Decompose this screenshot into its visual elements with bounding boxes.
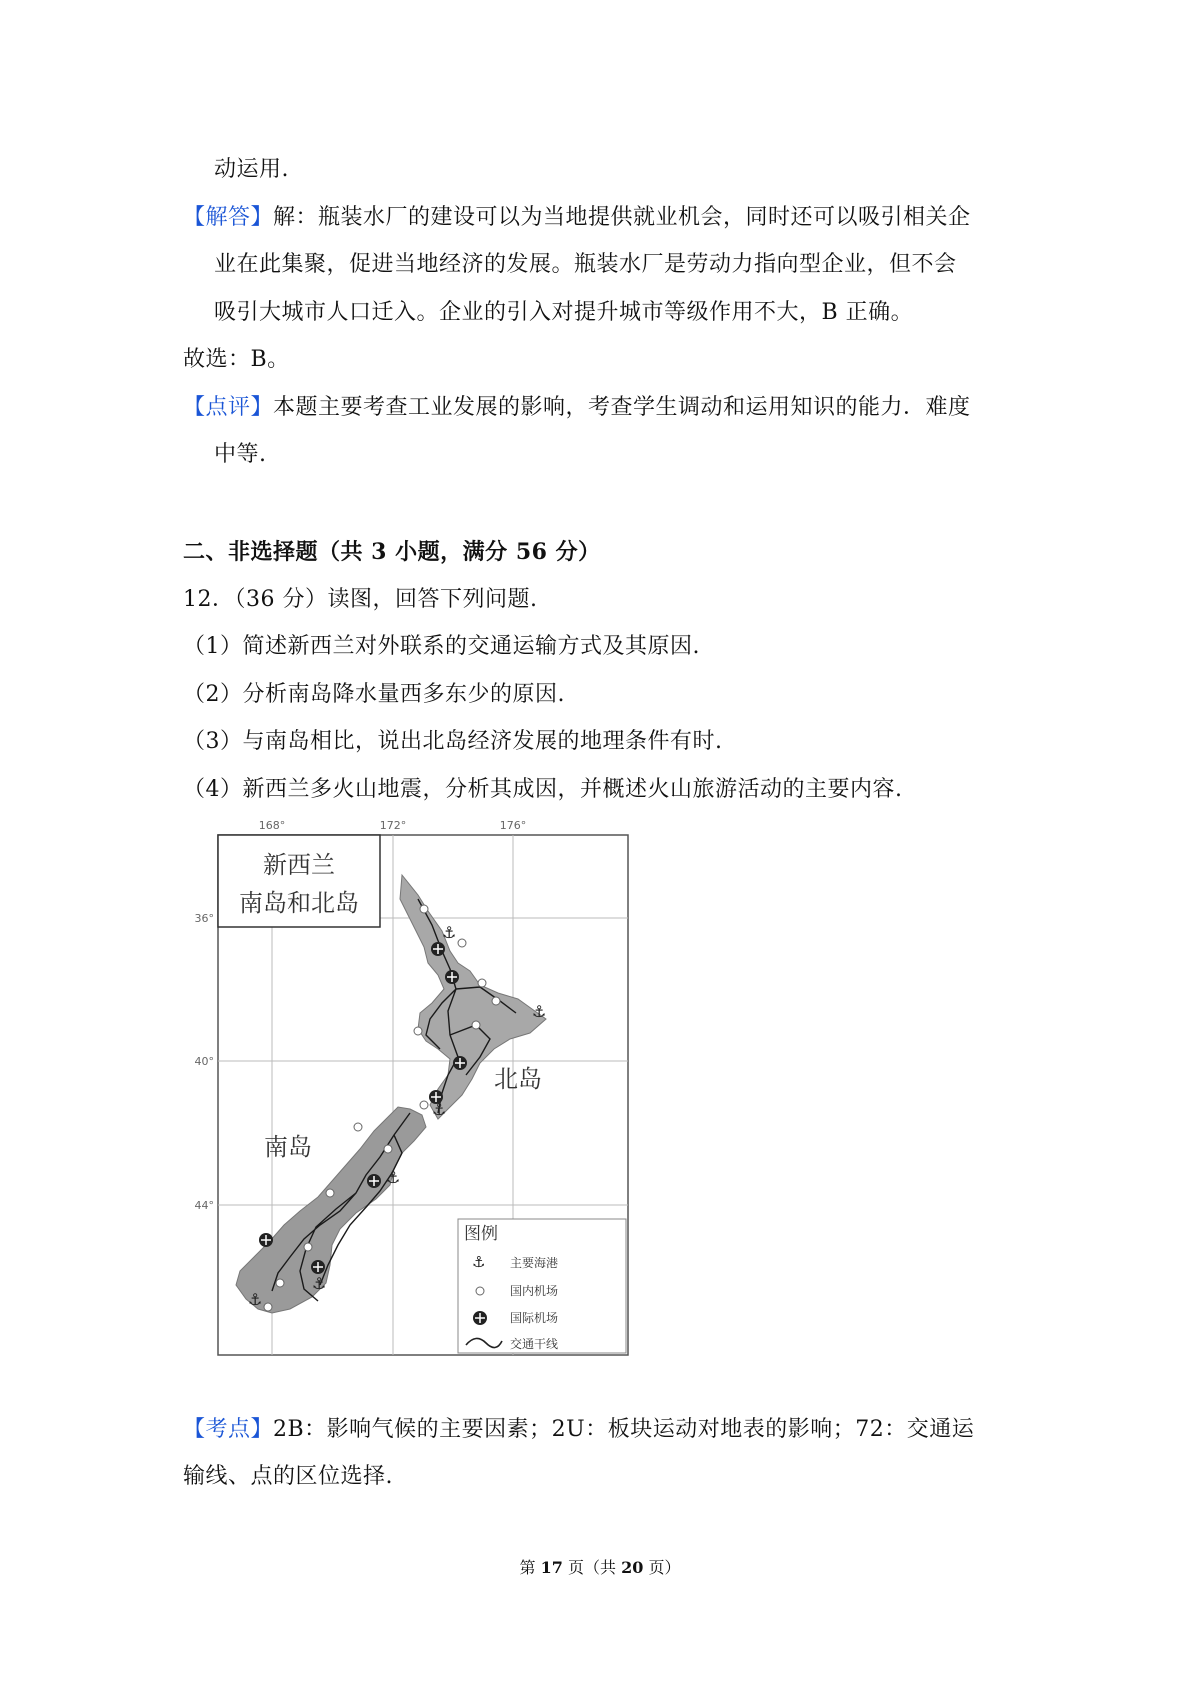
south-island-label: 南岛 <box>264 1133 312 1161</box>
footer-suffix: 页） <box>643 1558 681 1577</box>
comment-tag: 【点评】 <box>183 395 274 420</box>
question-item-1: （1）简述新西兰对外联系的交通运输方式及其原因. <box>183 634 700 659</box>
svg-text:⚓: ⚓ <box>532 1002 547 1021</box>
footer-mid: 页（共 <box>562 1558 622 1577</box>
kaodian-line-2: 输线、点的区位选择. <box>183 1464 393 1489</box>
answer-tag: 【解答】 <box>183 205 274 230</box>
svg-text:⚓: ⚓ <box>312 1274 327 1293</box>
comment-text-1: 本题主要考查工业发展的影响，考查学生调动和运用知识的能力．难度 <box>273 395 971 420</box>
international-airport-icon <box>473 1311 487 1325</box>
lat-label-36: 36° <box>194 912 214 925</box>
section-title-mid: 小题，满分 <box>386 539 516 565</box>
answer-line-3: 吸引大城市人口迁入。企业的引入对提升城市等级作用不大，B 正确。 <box>214 300 914 325</box>
legend-item-seaport: 主要海港 <box>510 1256 559 1270</box>
footer-page-number: 17 <box>540 1558 563 1577</box>
kaodian-line-1 <box>183 1415 974 1445</box>
lat-label-40: 40° <box>194 1055 214 1068</box>
section-title-score: 56 <box>515 539 548 565</box>
comment-line-1 <box>183 393 971 423</box>
section-title-count: 3 <box>371 539 387 565</box>
section-title <box>183 537 601 567</box>
answer-line-1 <box>183 203 971 233</box>
new-zealand-map <box>180 813 640 1373</box>
footer-prefix: 第 <box>519 1558 541 1577</box>
legend-item-international-airport: 国际机场 <box>510 1311 559 1325</box>
question-item-2: （2）分析南岛降水量西多东少的原因. <box>183 682 565 707</box>
answer-line-2: 业在此集聚，促进当地经济的发展。瓶装水厂是劳动力指向型企业，但不会 <box>214 252 957 277</box>
question-item-3: （3）与南岛相比，说出北岛经济发展的地理条件有时. <box>183 729 723 754</box>
answer-choice: 故选：B。 <box>183 347 290 372</box>
svg-text:⚓: ⚓ <box>432 1100 447 1119</box>
map-legend <box>458 1219 626 1353</box>
answer-text-1: 解：瓶装水厂的建设可以为当地提供就业机会，同时还可以吸引相关企 <box>273 205 971 230</box>
domestic-airport-icon <box>476 1287 484 1295</box>
lat-label-44: 44° <box>194 1199 214 1212</box>
comment-line-2: 中等. <box>214 442 267 467</box>
section-title-prefix: 二、非选择题（共 <box>183 539 372 565</box>
north-island-label: 北岛 <box>494 1065 542 1093</box>
anchor-icon: ⚓ <box>472 1253 486 1271</box>
map-title-line-1: 新西兰 <box>263 851 335 879</box>
map-title-line-2: 南岛和北岛 <box>239 889 359 917</box>
svg-text:⚓: ⚓ <box>386 1168 401 1187</box>
lon-label-168: 168° <box>258 819 286 832</box>
lon-label-172: 172° <box>379 819 407 832</box>
lon-label-176: 176° <box>499 819 527 832</box>
legend-item-domestic-airport: 国内机场 <box>510 1284 559 1298</box>
kaodian-text-1: 2B：影响气候的主要因素；2U：板块运动对地表的影响；72：交通运 <box>273 1417 975 1442</box>
question-item-4: （4）新西兰多火山地震，分析其成因，并概述火山旅游活动的主要内容. <box>183 777 903 802</box>
page-footer <box>0 1556 1200 1580</box>
svg-text:⚓: ⚓ <box>442 923 457 942</box>
svg-text:⚓: ⚓ <box>248 1290 263 1309</box>
legend-title: 图例 <box>464 1224 498 1244</box>
legend-item-route: 交通干线 <box>510 1337 559 1351</box>
footer-total-pages: 20 <box>621 1558 644 1577</box>
section-title-suffix: 分） <box>547 539 601 565</box>
question-stem: 12．（36 分）读图，回答下列问题. <box>183 587 538 612</box>
analysis-tail: 动运用. <box>214 157 289 182</box>
kaodian-tag: 【考点】 <box>183 1417 274 1442</box>
